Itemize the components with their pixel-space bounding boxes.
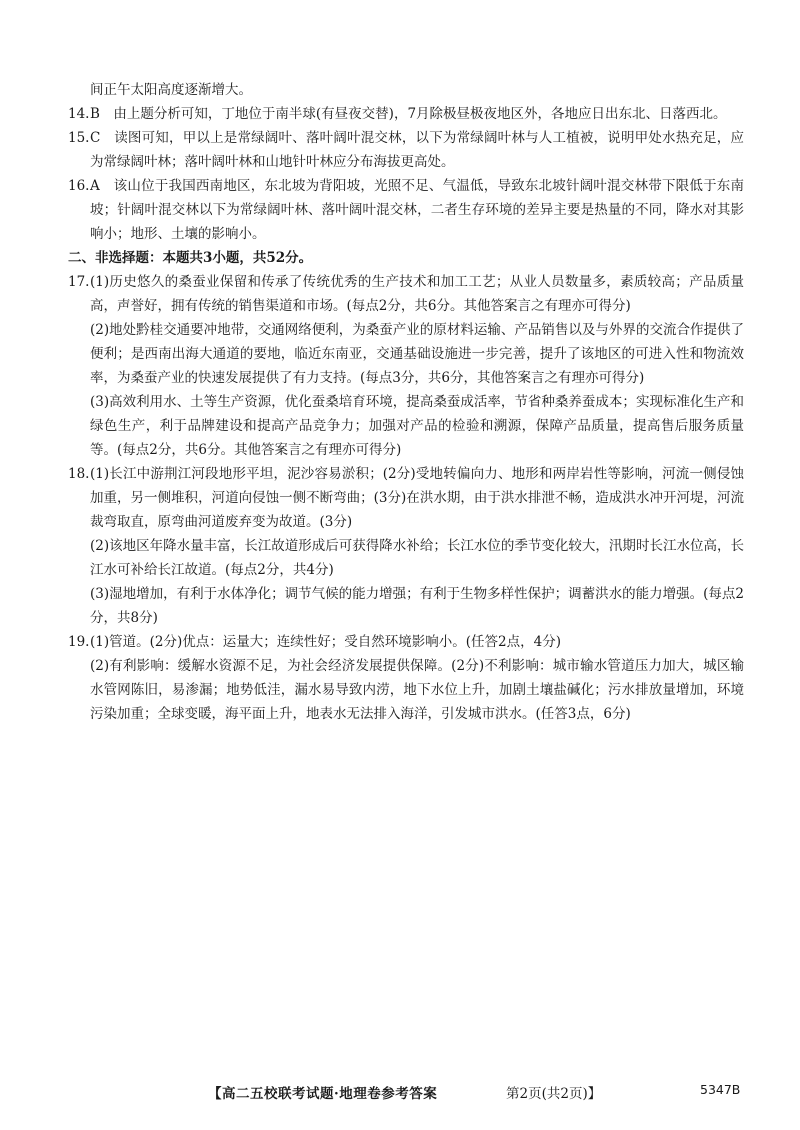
answer-18-part-2: (2)该地区年降水量丰富，长江故道形成后可获得降水补给；长江水位的季节变化较大，汛期时长江水位高，长江水可补给长江故道。(每点2分，共4分)	[90, 538, 744, 578]
answer-17	[68, 270, 744, 318]
answer-16	[68, 174, 744, 246]
continuation-line: 间正午太阳高度逐渐增大。	[90, 82, 252, 98]
answer-18	[68, 462, 744, 534]
answer-15	[68, 126, 744, 174]
answer-18-part-3: (3)湿地增加，有利于水体净化；调节气候的能力增强；有利于生物多样性保护；调蓄洪水的能力增强。(每点2分，共8分)	[90, 586, 744, 626]
question-number: 17.	[68, 274, 90, 290]
question-number: 15.	[68, 130, 90, 146]
answer-19-part-2: (2)有利影响：缓解水资源不足，为社会经济发展提供保障。(2分)不利影响：城市输水管道压力加大，城区输水管网陈旧，易渗漏；地势低洼，漏水易导致内涝，地下水位上升，加剧土壤盐碱化；污水排放量增加，环境污染加重；全球变暖，海平面上升，地表水无法排入海洋，引发城市洪水。(任答3点，6分)	[90, 658, 744, 722]
answer-part-1: (1)管道。(2分)优点：运量大；连续性好；受自然环境影响小。(任答2点，4分)	[90, 634, 561, 650]
footer-code: 5347B	[700, 1082, 741, 1097]
answer-part-1: (1)历史悠久的桑蚕业保留和传承了传统优秀的生产技术和加工工艺；从业人员数量多，素质较高；产品质量高，声誉好，拥有传统的销售渠道和市场。(每点2分，共6分。其他答案言之有理亦可得分)	[90, 274, 744, 314]
answer-text: C 读图可知，甲以上是常绿阔叶、落叶阔叶混交林，以下为常绿阔叶林与人工植被，说明甲处水热充足，应为常绿阔叶林；落叶阔叶林和山地针叶林应分布海拔更高处。	[90, 130, 744, 170]
answer-19	[68, 630, 744, 654]
question-number: 19.	[68, 634, 90, 650]
page-footer	[0, 1082, 800, 1106]
answer-text: A 该山位于我国西南地区，东北坡为背阳坡，光照不足、气温低，导致东北坡针阔叶混交林带下限低于东南坡；针阔叶混交林以下为常绿阔叶林、落叶阔叶混交林，二者生存环境的差异主要是热量的不同，降水对其影响小；地形、土壤的影响小。	[90, 178, 744, 242]
answer-14	[68, 102, 744, 126]
answer-content	[68, 78, 744, 726]
answer-17-part-2: (2)地处黔桂交通要冲地带，交通网络便利，为桑蚕产业的原材料运输、产品销售以及与外界的交流合作提供了便利；是西南出海大通道的要地，临近东南亚，交通基础设施进一步完善，提升了该地区的可进入性和物流效率，为桑蚕产业的快速发展提供了有力支持。(每点3分，共6分，其他答案言之有理亦可得分)	[90, 322, 744, 386]
footer-title: 【高二五校联考试题·地理卷参考答案	[208, 1086, 438, 1102]
answer-text: B 由上题分析可知，丁地位于南半球(有昼夜交替)，7月除极昼极夜地区外，各地应日出东北、日落西北。	[90, 106, 727, 122]
question-number: 18.	[68, 466, 90, 482]
section-heading: 二、非选择题：本题共3小题，共52分。	[68, 250, 313, 266]
question-number: 14.	[68, 106, 90, 122]
footer-page-number: 第2页(共2页)】	[506, 1086, 602, 1102]
answer-part-1: (1)长江中游荆江河段地形平坦，泥沙容易淤积；(2分)受地转偏向力、地形和两岸岩性等影响，河流一侧侵蚀加重，另一侧堆积，河道向侵蚀一侧不断弯曲；(3分)在洪水期，由于洪水排泄不畅，造成洪水冲开河堤，河流裁弯取直，原弯曲河道废弃变为故道。(3分)	[90, 466, 744, 530]
answer-17-part-3: (3)高效利用水、土等生产资源，优化蚕桑培育环境，提高桑蚕成活率，节省种桑养蚕成本；实现标准化生产和绿色生产，利于品牌建设和提高产品竞争力；加强对产品的检验和溯源，保障产品质量，提高售后服务质量等。(每点2分，共6分。其他答案言之有理亦可得分)	[90, 394, 744, 458]
question-number: 16.	[68, 178, 90, 194]
